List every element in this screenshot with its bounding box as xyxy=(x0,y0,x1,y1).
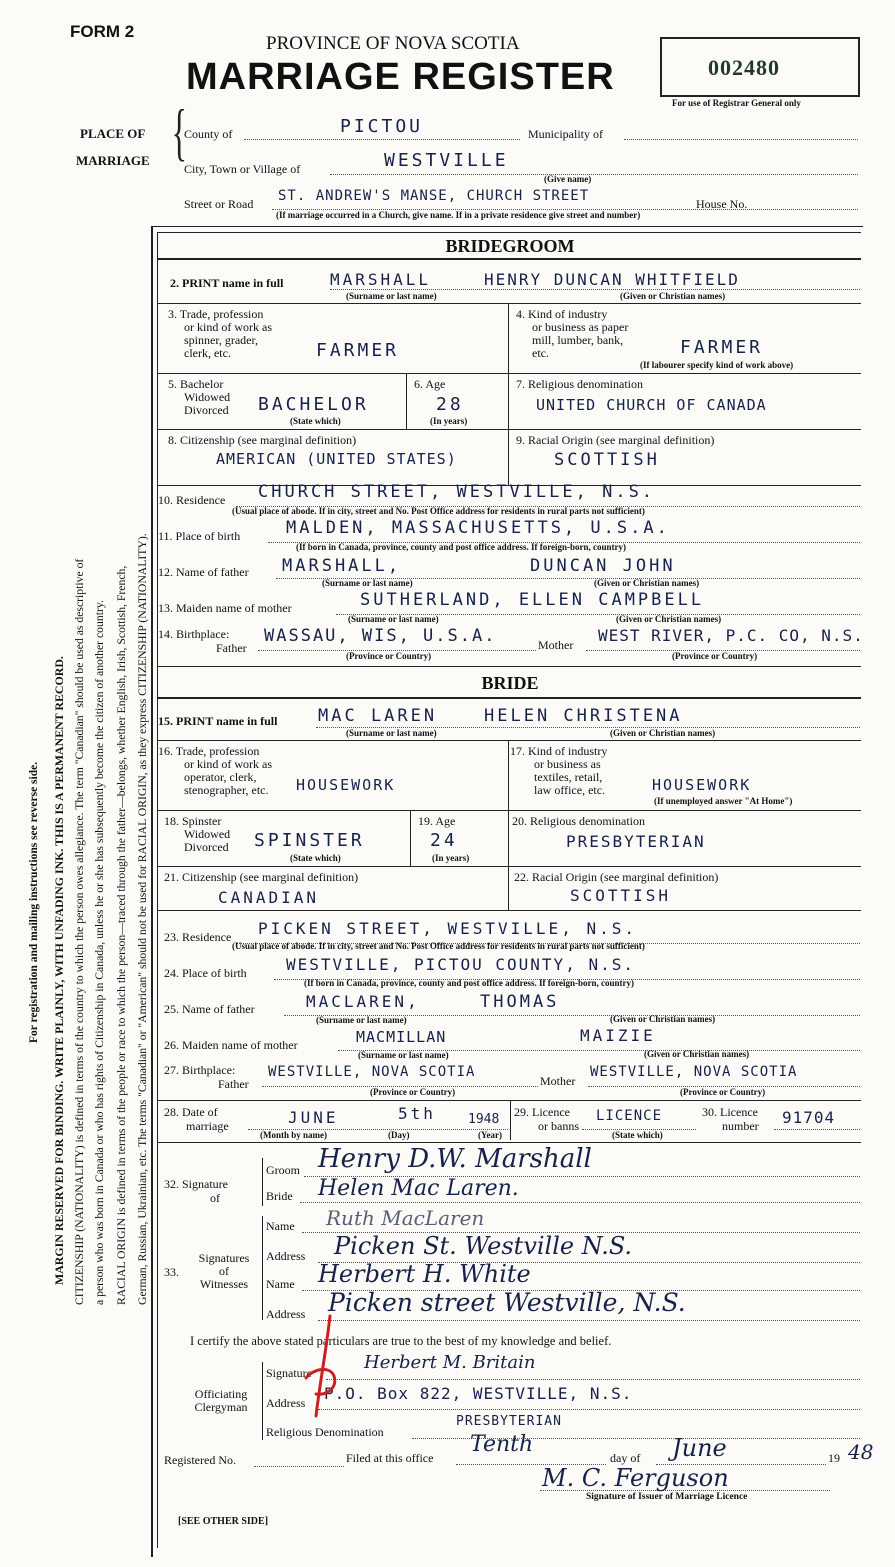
issuer-signature: M. C. Ferguson xyxy=(542,1464,729,1492)
groom-parents-birthplace-label: 14. Birthplace: Father xyxy=(158,627,247,655)
groom-given-note: (Given or Christian names) xyxy=(620,291,726,301)
year-prefix: 19 xyxy=(828,1451,840,1465)
bride-age: 24 xyxy=(430,830,458,851)
day-of-label: day of xyxy=(610,1451,641,1465)
groom-given-names: HENRY DUNCAN WHITFIELD xyxy=(484,270,740,289)
bride-religion: PRESBYTERIAN xyxy=(566,832,706,851)
groom-mother-birthplace: WEST RIVER, P.C. CO, N.S. xyxy=(598,626,864,645)
bride-signature: Helen Mac Laren. xyxy=(318,1176,519,1201)
bride-parents-birthplace-label: 27. Birthplace: Father xyxy=(164,1063,249,1091)
groom-residence: CHURCH STREET, WESTVILLE, N.S. xyxy=(258,482,656,502)
bride-industry-note: (If unemployed answer "At Home") xyxy=(654,796,793,806)
place-brace: { xyxy=(171,96,188,167)
groom-father-surname-note: (Surname or last name) xyxy=(322,578,413,588)
groom-mother: SUTHERLAND, ELLEN CAMPBELL xyxy=(360,590,705,610)
groom-father-prov-note: (Province or Country) xyxy=(346,651,432,661)
licence-type-note: (State which) xyxy=(612,1130,663,1140)
clergy-signature: Herbert M. Britain xyxy=(364,1352,536,1373)
red-check-mark xyxy=(286,1312,366,1432)
groom-industry-note: (If labourer specify kind of work above) xyxy=(640,360,794,370)
groom-residence-label: 10. Residence xyxy=(158,493,226,507)
groom-trade-label: 3. Trade, profession or kind of work as spinner, grader, clerk, etc. xyxy=(168,307,272,360)
groom-citizenship: AMERICAN (UNITED STATES) xyxy=(216,450,457,468)
groom-religion: UNITED CHURCH OF CANADA xyxy=(536,396,767,414)
groom-religion-label: 7. Religious denomination xyxy=(516,377,643,391)
marriage-day-note: (Day) xyxy=(388,1130,410,1140)
groom-father-given-note: (Given or Christian names) xyxy=(594,578,700,588)
groom-trade: FARMER xyxy=(316,340,400,361)
bride-surname: MAC LAREN xyxy=(318,706,438,726)
groom-status-label: 5. Bachelor Widowed Divorced xyxy=(168,377,231,417)
bride-citizenship-label: 21. Citizenship (see marginal definition) xyxy=(164,870,359,884)
groom-father-surname: MARSHALL, xyxy=(282,556,402,576)
filed-day: Tenth xyxy=(470,1432,534,1457)
marriage-day: 5th xyxy=(398,1104,436,1123)
clergy-label: Officiating Clergyman xyxy=(194,1387,248,1414)
bride-status-label: 18. Spinster Widowed Divorced xyxy=(164,814,231,854)
witness2-name: Herbert H. White xyxy=(318,1260,531,1288)
marriage-month: JUNE xyxy=(288,1108,339,1127)
witness2-address-label: Address xyxy=(266,1307,306,1321)
bride-birthplace-note: (If born in Canada, province, county and post office address. If foreign-born, country) xyxy=(304,978,635,988)
margin-racial-def-2: German, Russian, Ukrainian, etc. The terms "Canadian" or "American" should not be used for RACIAL ORIGIN, as they express CITIZENSHIP (NATIONALITY). xyxy=(136,533,149,1305)
groom-mother-given-note: (Given or Christian names) xyxy=(616,614,722,624)
bride-mother-given: MAIZIE xyxy=(580,1026,656,1045)
clergy-address-label: Address xyxy=(266,1396,306,1410)
bride-racial-label: 22. Racial Origin (see marginal definition) xyxy=(514,870,719,884)
margin-binding-note: MARGIN RESERVED FOR BINDING. WRITE PLAINLY, WITH UNFADING INK. THIS IS A PERMANENT RECORD. xyxy=(52,656,66,1285)
licence-number: 91704 xyxy=(782,1108,836,1127)
groom-father-birthplace: WASSAU, WIS, U.S.A. xyxy=(264,626,497,646)
groom-mother-label: 13. Maiden name of mother xyxy=(158,601,292,615)
marriage-month-note: (Month by name) xyxy=(260,1130,327,1140)
groom-residence-note: (Usual place of abode. If in city, street and No. Post Office address for residents in rural parts not sufficient) xyxy=(232,506,645,516)
licence-type: LICENCE xyxy=(596,1108,663,1124)
bride-surname-note: (Surname or last name) xyxy=(346,728,437,738)
groom-age-note: (In years) xyxy=(430,416,468,426)
bride-father-birthplace: WESTVILLE, NOVA SCOTIA xyxy=(268,1064,476,1080)
licence-number-label: 30. Licence number xyxy=(702,1105,759,1133)
bride-trade: HOUSEWORK xyxy=(296,776,396,794)
bride-status-note: (State which) xyxy=(290,853,341,863)
bride-religion-label: 20. Religious denomination xyxy=(512,814,645,828)
bride-residence-note: (Usual place of abode. If in city, street and No. Post Office address for residents in rural parts not sufficient) xyxy=(232,941,645,951)
bride-father-given: THOMAS xyxy=(480,992,560,1012)
bride-age-note: (In years) xyxy=(432,853,470,863)
groom-birthplace-note: (If born in Canada, province, county and post office address. If foreign-born, country) xyxy=(296,542,627,552)
county-value: PICTOU xyxy=(340,116,424,137)
marriage-year-note: (Year) xyxy=(478,1130,502,1140)
witness1-address: Picken St. Westville N.S. xyxy=(334,1232,633,1260)
filed-label: Filed at this office xyxy=(346,1451,434,1465)
margin-racial-def-1: RACIAL ORIGIN is defined in terms of the people or race to which the person—traced through the father—belongs, whether English, Irish, Scottish, French, xyxy=(115,565,128,1305)
bride-given-names: HELEN CHRISTENA xyxy=(484,706,683,726)
witness-number: 33. xyxy=(164,1265,179,1279)
province-heading: PROVINCE OF NOVA SCOTIA xyxy=(266,33,520,54)
groom-father-given: DUNCAN JOHN xyxy=(530,556,676,576)
witness2-address: Picken street Westville, N.S. xyxy=(328,1288,686,1317)
clergy-denomination-label: Religious Denomination xyxy=(266,1425,384,1439)
bride-birthplace-label: 24. Place of birth xyxy=(164,966,247,980)
margin-registration-note: For registration and mailing instructions see reverse side. xyxy=(28,761,40,1043)
groom-age: 28 xyxy=(436,394,464,415)
filed-month: June xyxy=(672,1434,727,1462)
bride-trade-label: 16. Trade, profession or kind of work as operator, clerk, stenographer, etc. xyxy=(158,744,272,797)
issuer-label: Signature of Issuer of Marriage Licence xyxy=(586,1492,748,1502)
clergy-address: P.O. Box 822, WESTVILLE, N.S. xyxy=(324,1384,633,1403)
bride-father-prov-note: (Province or Country) xyxy=(370,1087,456,1097)
bride-mother-surname-note: (Surname or last name) xyxy=(358,1050,449,1060)
bride-industry: HOUSEWORK xyxy=(652,776,752,794)
place-heading-2: MARRIAGE xyxy=(76,153,150,168)
groom-mother-birth-label: Mother xyxy=(538,638,574,652)
witness2-name-label: Name xyxy=(266,1277,295,1291)
groom-age-label: 6. Age xyxy=(414,377,446,391)
groom-citizenship-label: 8. Citizenship (see marginal definition) xyxy=(168,433,357,447)
street-value: ST. ANDREW'S MANSE, CHURCH STREET xyxy=(278,188,590,204)
groom-name-label: 2. PRINT name in full xyxy=(170,276,284,290)
city-value: WESTVILLE xyxy=(384,150,509,171)
groom-surname: MARSHALL xyxy=(330,270,432,289)
groom-status: BACHELOR xyxy=(258,394,369,415)
bride-father-surname-note: (Surname or last name) xyxy=(316,1015,407,1025)
margin-citizenship-def-2: a person who was born in Canada or who has rights of Citizenship in Canada, unless he or she has subsequently become the citizen of another country. xyxy=(93,600,106,1305)
city-label: City, Town or Village of xyxy=(184,162,301,176)
bride-father-label: 25. Name of father xyxy=(164,1002,255,1016)
certification-text: I certify the above stated particulars are true to the best of my knowledge and belief. xyxy=(190,1334,612,1348)
licence-type-label: 29. Licence or banns xyxy=(514,1105,579,1133)
county-label: County of xyxy=(184,127,233,141)
bride-citizenship: CANADIAN xyxy=(218,888,320,907)
bride-sig-label: Bride xyxy=(266,1189,293,1203)
street-label: Street or Road xyxy=(184,197,254,211)
bride-mother-birth-label: Mother xyxy=(540,1074,576,1088)
groom-mother-surname-note: (Surname or last name) xyxy=(348,614,439,624)
bride-name-label: 15. PRINT name in full xyxy=(158,714,278,728)
place-heading-1: PLACE OF xyxy=(80,126,146,141)
groom-industry: FARMER xyxy=(680,337,764,358)
page-title: MARRIAGE REGISTER xyxy=(186,56,615,98)
groom-racial: SCOTTISH xyxy=(554,450,660,470)
marriage-year: 1948 xyxy=(468,1112,500,1127)
groom-surname-note: (Surname or last name) xyxy=(346,291,437,301)
church-note: (If marriage occurred in a Church, give name. If in a private residence give street and number) xyxy=(276,210,641,220)
registrar-note: For use of Registrar General only xyxy=(672,98,801,108)
groom-signature: Henry D.W. Marshall xyxy=(318,1144,592,1174)
bride-age-label: 19. Age xyxy=(418,814,456,828)
marriage-date-label: 28. Date of marriage xyxy=(164,1105,229,1133)
margin-citizenship-def-1: CITIZENSHIP (NATIONALITY) is defined in terms of the country to which the person owes allegiance. The term "Canadian" should be used as descriptive of xyxy=(73,558,86,1305)
bride-residence-label: 23. Residence xyxy=(164,930,232,944)
registered-no-label: Registered No. xyxy=(164,1453,236,1467)
bride-status: SPINSTER xyxy=(254,830,365,851)
bridegroom-heading: BRIDEGROOM xyxy=(445,236,575,256)
groom-industry-label: 4. Kind of industry or business as paper mill, lumber, bank, etc. xyxy=(516,307,629,360)
bride-birthplace: WESTVILLE, PICTOU COUNTY, N.S. xyxy=(286,955,635,974)
see-other-side: [SEE OTHER SIDE] xyxy=(178,1516,269,1527)
clergy-denomination: PRESBYTERIAN xyxy=(456,1414,562,1429)
groom-birthplace-label: 11. Place of birth xyxy=(158,529,241,543)
bride-given-note: (Given or Christian names) xyxy=(610,728,716,738)
bride-racial: SCOTTISH xyxy=(570,886,672,905)
groom-sig-label: Groom xyxy=(266,1163,300,1177)
bride-mother-prov-note: (Province or Country) xyxy=(680,1087,766,1097)
witness1-name-label: Name xyxy=(266,1219,295,1233)
bride-industry-label: 17. Kind of industry or business as textiles, retail, law office, etc. xyxy=(510,744,608,797)
house-label: House No. xyxy=(696,197,748,211)
witness-label: Signatures of Witnesses xyxy=(198,1251,250,1291)
municipality-label: Municipality of xyxy=(528,127,603,141)
groom-racial-label: 9. Racial Origin (see marginal definition) xyxy=(516,433,715,447)
bride-father-surname: MACLAREN, xyxy=(306,992,420,1011)
bride-mother-given-note: (Given or Christian names) xyxy=(644,1049,750,1059)
register-number: 002480 xyxy=(708,55,780,80)
witness1-name: Ruth MacLaren xyxy=(326,1206,485,1230)
bride-mother-surname: MACMILLAN xyxy=(356,1028,447,1046)
groom-mother-prov-note: (Province or Country) xyxy=(672,651,758,661)
witness1-address-label: Address xyxy=(266,1249,306,1263)
give-name-note: (Give name) xyxy=(544,174,592,184)
register-number-box xyxy=(660,37,860,97)
bride-residence: PICKEN STREET, WESTVILLE, N.S. xyxy=(258,919,637,938)
groom-birthplace: MALDEN, MASSACHUSETTS, U.S.A. xyxy=(286,518,670,538)
groom-father-label: 12. Name of father xyxy=(158,565,249,579)
bride-father-given-note: (Given or Christian names) xyxy=(610,1014,716,1024)
groom-status-note: (State which) xyxy=(290,416,341,426)
filed-year: 48 xyxy=(848,1440,874,1464)
bride-mother-birthplace: WESTVILLE, NOVA SCOTIA xyxy=(590,1064,798,1080)
bride-mother-label: 26. Maiden name of mother xyxy=(164,1038,298,1052)
signature-label: 32. Signature of xyxy=(164,1177,228,1205)
clergy-signature-label: Signature xyxy=(266,1366,312,1380)
bride-heading: BRIDE xyxy=(481,673,539,693)
form-number-label: FORM 2 xyxy=(70,22,135,41)
